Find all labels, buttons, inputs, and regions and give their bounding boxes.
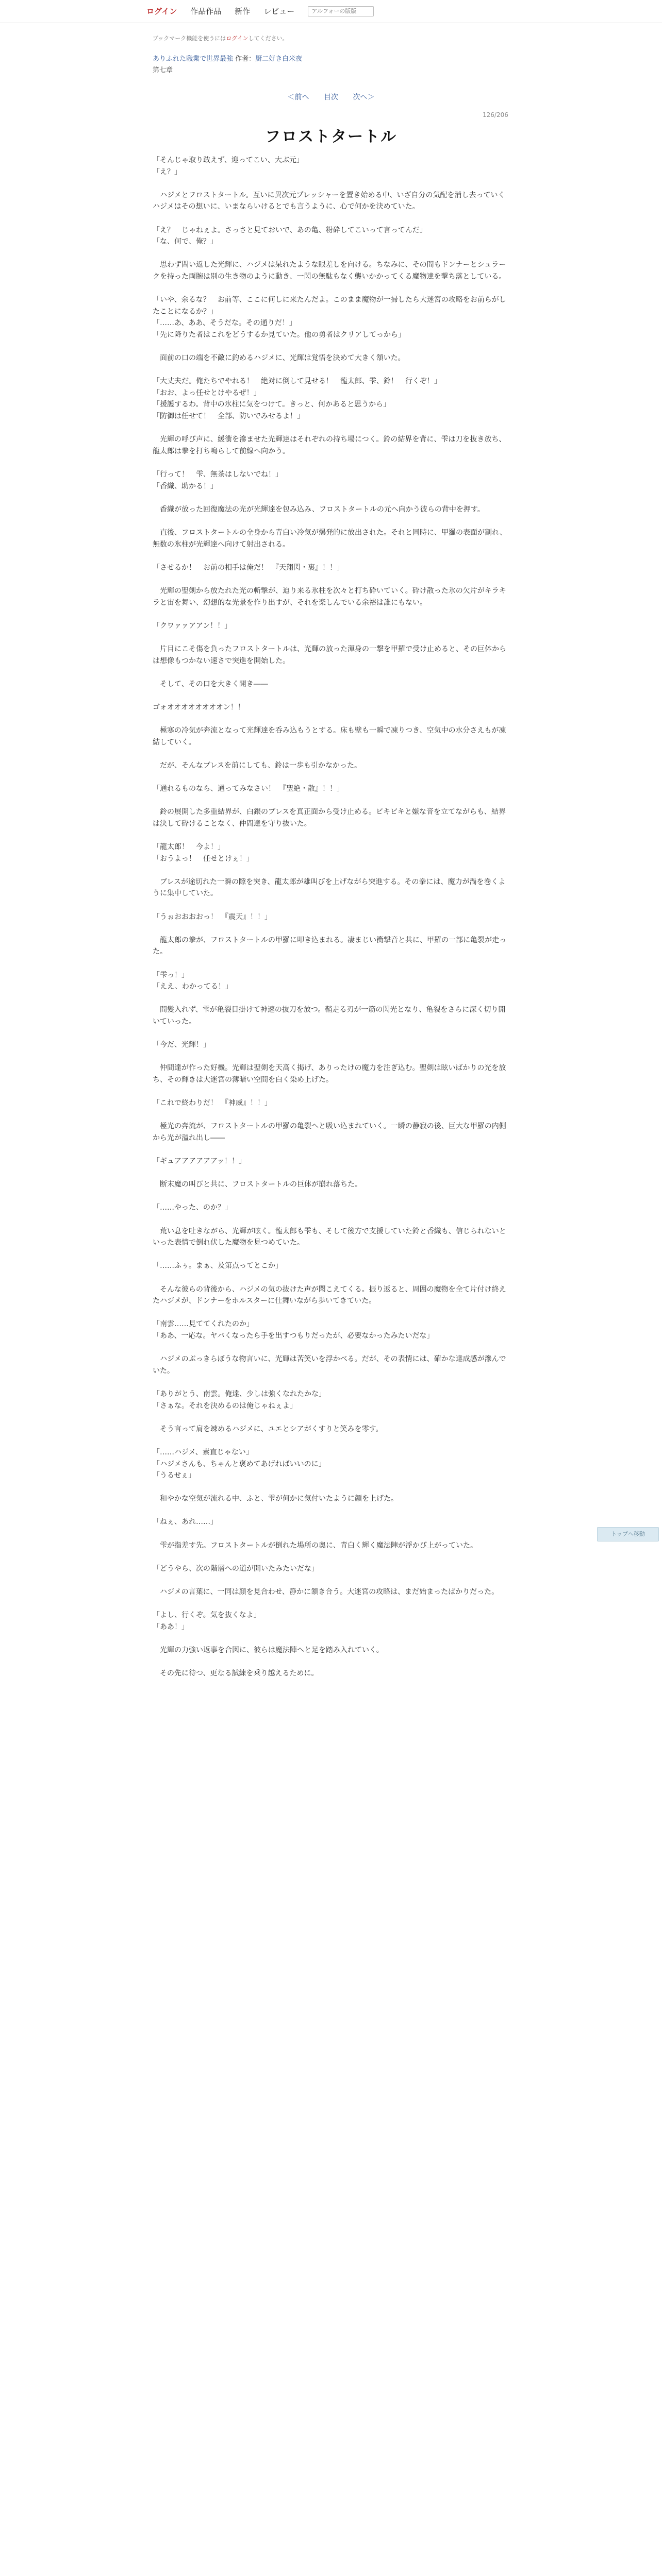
novel-meta	[153, 54, 514, 76]
body-paragraph: 極寒の冷気が奔流となって光輝達を呑み込もうとする。床も壁も一瞬で凍りつき、空気中の水分さえもが凍結していく。	[153, 726, 506, 747]
notice-prefix: ブックマーク機能を使うには	[153, 35, 226, 42]
body-paragraph: その先に待つ、更なる試練を乗り越えるために。	[153, 1669, 319, 1678]
table-of-contents-link[interactable]: 目次	[324, 93, 338, 101]
author-label: 作者：	[235, 55, 256, 63]
series-title-link[interactable]: ありふれた職業で世界最強	[153, 55, 234, 63]
body-paragraph: 「ねぇ、あれ……」	[153, 1518, 218, 1527]
body-paragraph: 「どうやら、次の階層への道が開いたみたいだな」	[153, 1564, 319, 1573]
body-paragraph: 和やかな空気が流れる中、ふと、雫が何かに気付いたように顔を上げた。	[153, 1495, 398, 1503]
body-paragraph: 「いや、余るな？ お前等、ここに何しに来たんだよ。このまま魔物が一掃したら大迷宮の攻略をお前らがしたことになるか？」 「……あ、ああ、そうだな。その通りだ！」 「先に降りた者はこれをどうするか見ていた。他の勇者はクリアしてっから」	[153, 296, 506, 339]
body-paragraph: ハジメの言葉に、一同は顔を見合わせ、静かに頷き合う。大迷宮の攻略は、まだ始まったばかりだった。	[153, 1588, 499, 1597]
page-count: 126/206	[483, 111, 508, 118]
nav-new-link[interactable]: 新作	[235, 7, 251, 16]
login-link[interactable]: ログイン	[146, 7, 177, 16]
body-paragraph: そう言って肩を竦めるハジメに、ユエとシアがくすりと笑みを零す。	[153, 1425, 383, 1433]
body-paragraph: 「……やった、のか？」	[153, 1204, 232, 1212]
body-paragraph: ゴォオオオオオオオオン！！	[153, 703, 245, 711]
body-paragraph: 極光の奔流が、フロストタートルの甲羅の亀裂へと吸い込まれていく。一瞬の静寂の後、巨大な甲羅の内側から光が溢れ出し――	[153, 1122, 506, 1142]
top-navigation-bar	[0, 0, 662, 23]
body-paragraph: 光輝の力強い返事を合図に、彼らは魔法陣へと足を踏み入れていく。	[153, 1646, 384, 1654]
body-paragraph: 「ありがとう、南雲。俺達、少しは強くなれたかな」 「さぁな。それを決めるのは俺じゃねぇよ」	[153, 1389, 326, 1410]
body-paragraph: ブレスが途切れた一瞬の隙を突き、龍太郎が雄叫びを上げながら突進する。その拳には、魔力が渦を巻くように集中していた。	[153, 877, 506, 898]
body-paragraph: 「よし、行くぞ。気を抜くなよ」 「ああ！」	[153, 1611, 261, 1631]
body-paragraph: 「そんじゃ取り敢えず、迎ってこい、大ぶ元」 「え？」	[153, 156, 304, 176]
body-paragraph: 「これで終わりだ！ 『神威』！！」	[153, 1099, 272, 1108]
body-paragraph: 片目にこそ傷を負ったフロストタートルは、光輝の放った渾身の一撃を甲羅で受け止めると、その巨体からは想像もつかない速さで突進を開始した。	[153, 645, 506, 665]
body-paragraph: 「させるか！ お前の相手は俺だ！ 『天翔閃・裏』！！」	[153, 563, 344, 572]
body-paragraph: 香織が放った回復魔法の光が光輝達を包み込み、フロストタートルの元へ向かう彼らの背中を押す。	[153, 505, 485, 514]
body-paragraph: 「通れるものなら、通ってみなさい！ 『聖絶・散』！！」	[153, 785, 344, 793]
episode-title: フロストタートル	[265, 128, 397, 146]
body-paragraph: 荒い息を吐きながら、光輝が呟く。龍太郎も雫も、そして後方で支援していた鈴と香織も、信じられないといった表情で倒れ伏した魔物を見つめていた。	[153, 1227, 506, 1247]
body-paragraph: 「……ハジメ、素直じゃない」 「ハジメさんも、ちゃんと褒めてあげればいいのに」 「うるせぇ」	[153, 1448, 326, 1480]
body-paragraph: ハジメのぶっきらぼうな物言いに、光輝は苦笑いを浮かべる。だが、その表情には、確かな達成感が滲んでいた。	[153, 1355, 506, 1375]
body-paragraph: そんな彼らの背後から、ハジメの気の抜けた声が聞こえてくる。振り返ると、周囲の魔物を全て片付け終えたハジメが、ドンナーをホルスターに仕舞いながら歩いてきていた。	[153, 1285, 506, 1306]
body-paragraph: だが、そんなブレスを前にしても、鈴は一歩も引かなかった。	[153, 761, 362, 770]
body-paragraph: 「雫っ！」 「ええ、わかってる！」	[153, 971, 233, 991]
scroll-top-button[interactable]: トップへ移動	[597, 1527, 659, 1541]
prev-page-link[interactable]: ＜前へ	[287, 93, 309, 101]
body-paragraph: 光輝の呼び声に、緩衝を滲ませた光輝達はそれぞれの持ち場につく。鈴の結界を背に、雫は刀を抜き放ち、龍太郎は拳を打ち鳴らして前線へ向かう。	[153, 435, 506, 455]
body-paragraph: 「……ふぅ。まぁ、及第点ってとこか」	[153, 1262, 283, 1270]
top-navigation-inner	[146, 6, 374, 16]
author-link[interactable]: 厨二好き白米夜	[255, 55, 303, 63]
body-paragraph: 思わず問い返した光輝に、ハジメは呆れたような眼差しを向ける。ちなみに、その間もドンナーとシュラークを持った両腕は別の生き物のように動き、一閃の無駄もなく襲いかかってくる魔物達を撃ち落としている。	[153, 261, 506, 281]
body-paragraph: 直後、フロストタートルの全身から青白い冷気が爆発的に放出された。それと同時に、甲羅の表面が割れ、無数の氷柱が光輝達へ向けて射出される。	[153, 529, 507, 549]
body-paragraph: 仲間達が作った好機。光輝は聖剣を天高く掲げ、ありったけの魔力を注ぎ込む。聖剣は眩いばかりの光を放ち、その輝きは大迷宮の薄暗い空間を白く染め上げた。	[153, 1064, 506, 1084]
body-paragraph: 龍太郎の拳が、フロストタートルの甲羅に叩き込まれる。凄まじい衝撃音と共に、甲羅の一部に亀裂が走った。	[153, 936, 506, 956]
body-paragraph: 鈴の展開した多重結界が、白銀のブレスを真正面から受け止める。ビキビキと嫌な音を立てながらも、結界は決して砕けることなく、仲間達を守り抜いた。	[153, 808, 506, 828]
search-input[interactable]	[308, 6, 374, 16]
next-page-link[interactable]: 次へ＞	[353, 93, 375, 101]
body-paragraph: 断末魔の叫びと共に、フロストタートルの巨体が崩れ落ちた。	[153, 1180, 362, 1189]
body-paragraph: 面前の口の端を不敵に釣めるハジメに、光輝は覚悟を決めて大きく頷いた。	[153, 354, 405, 363]
body-paragraph: そして、その口を大きく開き――	[153, 680, 268, 688]
body-paragraph: 「龍太郎！ 今よ！」 「おうよっ！ 任せとけぇ！」	[153, 843, 254, 863]
bookmark-login-notice	[153, 34, 288, 42]
pager	[0, 92, 662, 102]
body-paragraph: 「クワァァアアン！！」	[153, 621, 232, 630]
notice-suffix: してください。	[248, 35, 288, 42]
nav-works-link[interactable]: 作品作品	[190, 7, 222, 16]
body-paragraph: 雫が指差す先。フロストタートルが倒れた場所の奥に、青白く輝く魔法陣が浮かび上がっていた。	[153, 1541, 477, 1550]
body-paragraph: 「え？ じゃねぇよ。さっさと見ておいで、あの亀、粉砕してこいって言ってんだ」 「な、何で、俺？」	[153, 226, 427, 246]
body-paragraph: ハジメとフロストタートル。互いに異次元プレッシャーを置き始める中、いざ自分の気配を消し去っていくハジメはその想いに、いまならいけるとでも言うように、心で何かを決めていた。	[153, 191, 505, 211]
body-paragraph: 「南雲……見ててくれたのか」 「ああ、一応な。ヤバくなったら手を出すつもりだったが、必要なかったみたいだな」	[153, 1320, 434, 1340]
body-paragraph: 「大丈夫だ。俺たちでやれる！ 絶対に倒して見せる！ 龍太郎、雫、鈴！ 行くぞ！」 「おお、よっ任せとけやるぜ！」 「援護するわ。背中の氷柱に気をつけて。きっと、何かあると思うから」 「防御は任せて！ 全部、防いでみせるよ！」	[153, 377, 441, 421]
nav-review-link[interactable]: レビュー	[263, 7, 295, 16]
body-paragraph: 「今だ、光輝！」	[153, 1041, 210, 1049]
body-paragraph: 光輝の聖剣から放たれた光の斬撃が、迫り来る氷柱を次々と打ち砕いていく。砕け散った氷の欠片がキラキラと宙を舞い、幻想的な光景を作り出すが、それを楽しんでいる余裕は誰にもない。	[153, 586, 506, 607]
chapter-label: 第七章	[153, 66, 173, 74]
notice-login-link[interactable]: ログイン	[226, 35, 249, 42]
novel-body	[153, 155, 509, 1691]
body-paragraph: 「うぉおおおおっ！ 『震天』！！」	[153, 912, 272, 921]
body-paragraph: 間髪入れず、雫が亀裂目掛けて神速の抜刀を放つ。鞘走る刃が一筋の閃光となり、亀裂をさらに深く切り開いていった。	[153, 1006, 506, 1026]
body-paragraph: 「行って！ 雫、無茶はしないでね！」 「香織、助かる！」	[153, 470, 283, 490]
body-paragraph: 「ギュアアアアアアッ！！」	[153, 1157, 246, 1166]
